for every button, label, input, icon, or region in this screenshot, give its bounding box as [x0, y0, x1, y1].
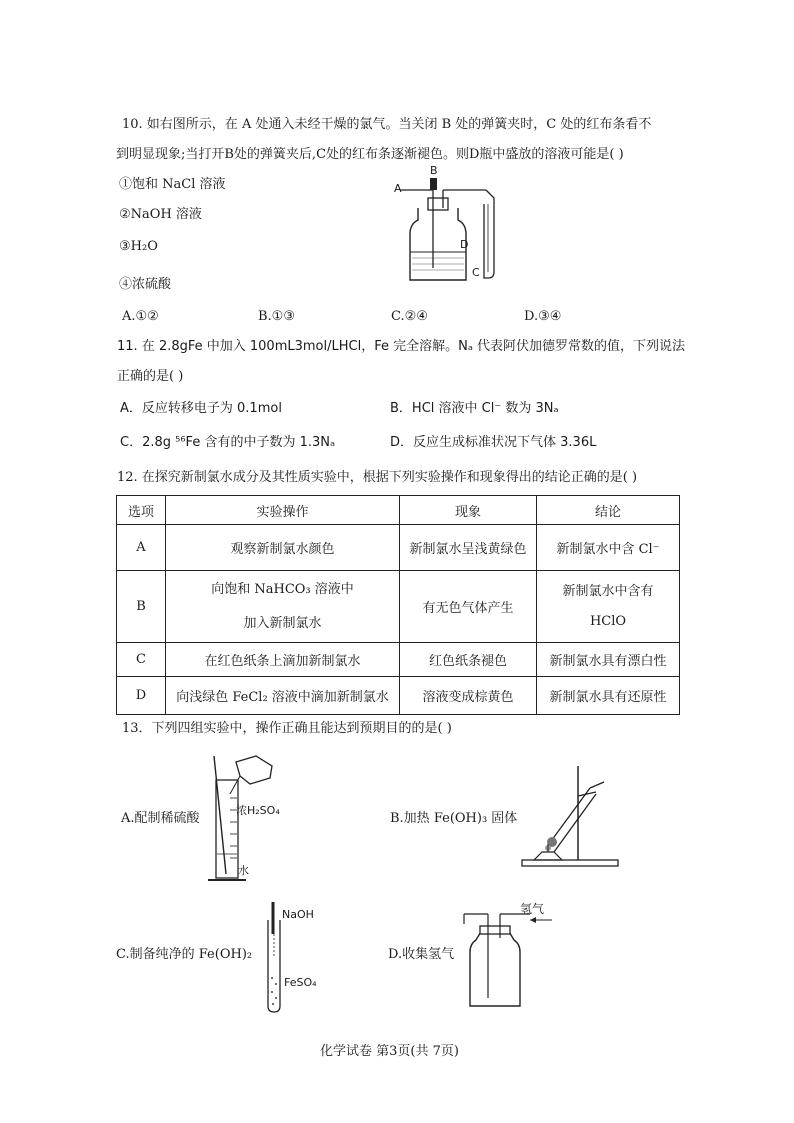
cell-phenomenon: 有无色气体产生 [400, 571, 537, 643]
table-row [117, 643, 680, 677]
q11-option-c: C．2.8g ⁵⁶Fe 含有的中子数为 1.3Nₐ [120, 435, 336, 450]
table-row [117, 571, 680, 643]
q13-figure-d-gas-bottle [462, 900, 554, 1010]
q13-label-hydrogen: 氢气 [520, 902, 545, 916]
cell-phenomenon: 红色纸条褪色 [400, 643, 537, 677]
q11-stem-line2: 正确的是( ) [117, 369, 184, 384]
table-row [117, 677, 680, 715]
cell-phenomenon: 溶液变成棕黄色 [400, 677, 537, 715]
page-footer: 化学试卷 第3页(共 7页) [320, 1044, 459, 1059]
q13-label-feso4: FeSO₄ [284, 976, 317, 989]
q11-option-d: D．反应生成标准状况下气体 3.36L [390, 435, 597, 450]
cell-option: D [117, 677, 166, 715]
q10-label-c: C [472, 266, 480, 279]
header-option: 选项 [117, 496, 166, 525]
q10-item-3: ③H₂O [119, 239, 158, 254]
cell-conclusion-line1: 新制氯水中含有 [562, 583, 654, 599]
q10-stem-line2: 到明显现象;当打开B处的弹簧夹后,C处的红布条逐渐褪色。则D瓶中盛放的溶液可能是( ) [116, 147, 624, 162]
q10-item-4: ④浓硫酸 [119, 277, 172, 292]
q11-option-b: B．HCl 溶液中 Cl⁻ 数为 3Nₐ [390, 401, 559, 416]
q13-figure-a-graduated-cylinder [206, 754, 278, 886]
cell-operation: 向浅绿色 FeCl₂ 溶液中滴加新制氯水 [166, 677, 400, 715]
q13-label-conc-acid: 浓H₂SO₄ [236, 804, 280, 817]
cell-conclusion-line2: HClO [589, 613, 627, 629]
cell-option: B [117, 571, 166, 643]
q13-option-d: D.收集氢气 [388, 947, 455, 962]
cell-phenomenon: 新制氯水呈浅黄绿色 [400, 525, 537, 571]
q10-option-d: D.③④ [524, 309, 562, 324]
q10-option-c: C.②④ [391, 309, 428, 324]
q13-label-naoh: NaOH [282, 908, 314, 921]
q11-stem-line1: 11. 在 2.8gFe 中加入 100mL3mol/LHCl，Fe 完全溶解。Nₐ 代表阿伏加德罗常数的值，下列说法 [117, 339, 686, 354]
q10-label-d: D [460, 238, 469, 251]
cell-operation: 在红色纸条上滴加新制氯水 [166, 643, 400, 677]
table-row [117, 525, 680, 571]
cell-conclusion: 新制氯水具有还原性 [537, 677, 680, 715]
cell-option: C [117, 643, 166, 677]
cell-conclusion: 新制氯水具有漂白性 [537, 643, 680, 677]
cell-conclusion [537, 571, 680, 643]
q13-figure-c-test-tube [264, 900, 317, 1014]
q12-table [116, 495, 680, 715]
table-header-row [117, 496, 680, 525]
header-operation: 实验操作 [166, 496, 400, 525]
q10-apparatus-figure [394, 164, 510, 286]
q13-label-water: 水 [238, 864, 249, 877]
cell-conclusion: 新制氯水中含 Cl⁻ [537, 525, 680, 571]
q10-stem-line1: 10. 如右图所示，在 A 处通入未经干燥的氯气。当关闭 B 处的弹簧夹时，C 处的红布条看不 [122, 117, 652, 132]
q10-label-a: A [394, 182, 402, 195]
q13-stem: 13．下列四组实验中，操作正确且能达到预期目的的是( ) [122, 721, 452, 736]
q10-option-a: A.①② [122, 309, 159, 324]
q10-item-2: ②NaOH 溶液 [119, 207, 202, 222]
q13-figure-b-heating-apparatus [520, 764, 624, 872]
header-conclusion: 结论 [537, 496, 680, 525]
cell-option: A [117, 525, 166, 571]
q11-option-a: A．反应转移电子为 0.1mol [120, 401, 282, 416]
cell-operation-line2: 加入新制氯水 [243, 615, 322, 631]
cell-operation [166, 571, 400, 643]
cell-operation: 观察新制氯水颜色 [166, 525, 400, 571]
q10-option-b: B.①③ [258, 309, 295, 324]
q10-label-b: B [430, 164, 438, 177]
header-phenomenon: 现象 [400, 496, 537, 525]
cell-operation-line1: 向饱和 NaHCO₃ 溶液中 [211, 581, 354, 597]
q10-item-1: ①饱和 NaCl 溶液 [119, 177, 226, 192]
q12-stem: 12. 在探究新制氯水成分及其性质实验中，根据下列实验操作和现象得出的结论正确的是( ) [117, 470, 638, 485]
q13-option-b: B.加热 Fe(OH)₃ 固体 [390, 811, 518, 826]
q13-option-a: A.配制稀硫酸 [121, 811, 200, 826]
q13-option-c: C.制备纯净的 Fe(OH)₂ [116, 947, 253, 962]
